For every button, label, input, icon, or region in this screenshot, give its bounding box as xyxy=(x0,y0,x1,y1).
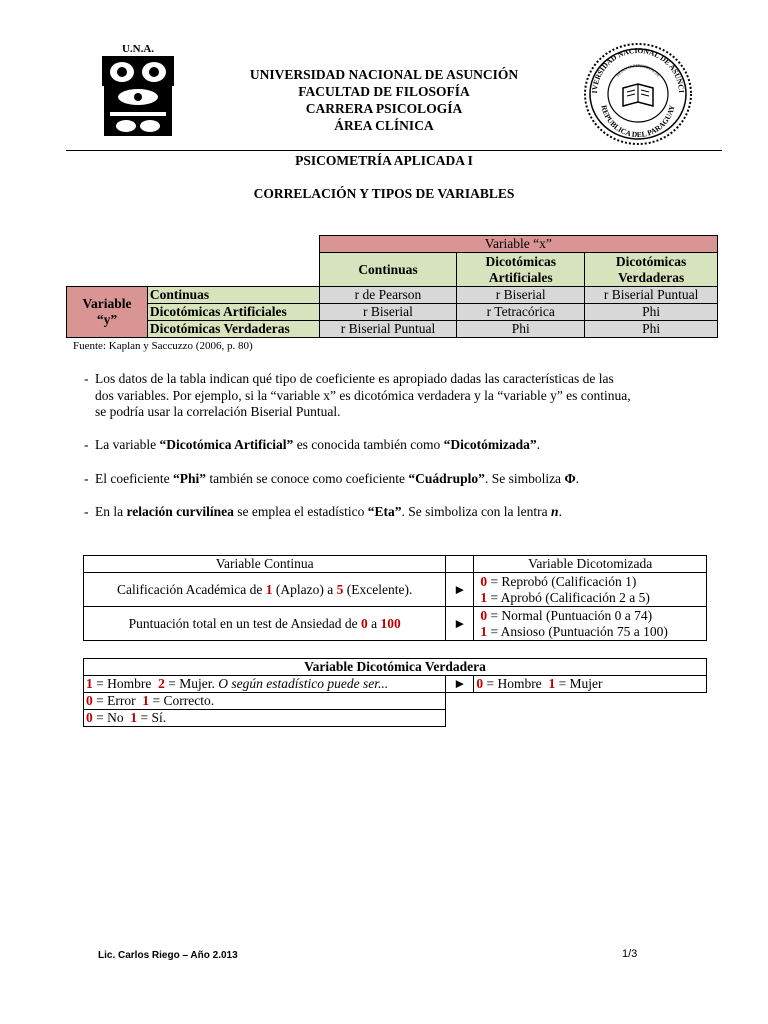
paragraph-1-line-2: dos variables. Por ejemplo, si la “variable x” es dicotómica verdadera y la “variable y” es continua, xyxy=(95,387,631,403)
text: = Reprobó (Calificación 1) xyxy=(487,573,637,589)
text: = No xyxy=(92,710,131,725)
text: = Normal (Puntuación 0 a 74) xyxy=(487,607,653,623)
value: 0 xyxy=(361,615,368,631)
dicotomica-verdadera-table xyxy=(83,658,707,727)
value: 1 xyxy=(86,676,93,691)
text: = Error xyxy=(92,693,143,708)
footer-author: Lic. Carlos Riego – Año 2.013 xyxy=(98,950,238,961)
svg-text:REPUBLICA DEL PARAGUAY xyxy=(599,104,676,139)
table-cell xyxy=(84,573,446,607)
table-cell: r de Pearson xyxy=(319,287,457,304)
variable-x-header: Variable “x” xyxy=(319,236,717,253)
page-number: 1/3 xyxy=(622,948,638,960)
term-dicotomica-artificial: “Dicotómica Artificial” xyxy=(159,437,294,452)
value: 2 xyxy=(158,676,165,691)
course-title: PSICOMETRÍA APLICADA I xyxy=(295,153,473,168)
seal-icon xyxy=(583,42,693,146)
value: 0 xyxy=(476,676,484,691)
table-cell xyxy=(84,710,446,727)
col-header-continuas: Continuas xyxy=(319,253,457,287)
text: = Correcto. xyxy=(149,693,215,708)
header-line-4: ÁREA CLÍNICA xyxy=(334,118,434,133)
text: = Hombre xyxy=(92,676,159,691)
text: . Se simboliza con la lentra xyxy=(401,504,552,519)
table-cell: Phi xyxy=(457,321,585,338)
text: = Aprobó (Calificación 2 a 5) xyxy=(487,589,650,605)
text: es conocida también como xyxy=(293,437,444,452)
seal-lettering-top: IVERSIDAD NACIONAL DE ASUNCI xyxy=(589,45,687,94)
value: 1 xyxy=(130,710,138,725)
phi-symbol: Φ xyxy=(564,471,576,486)
text: Calificación Académica de xyxy=(116,581,266,597)
text: se emplea el estadístico xyxy=(233,504,368,519)
table-cell xyxy=(84,607,446,641)
value: 0 xyxy=(480,573,488,589)
table-cell: r Tetracórica xyxy=(457,304,585,321)
row-header-dicotomicas-artificiales: Dicotómicas Artificiales xyxy=(147,304,319,321)
header-variable-dicotomizada: Variable Dicotomizada xyxy=(474,556,707,573)
table-cell xyxy=(84,693,446,710)
arrow-icon: ► xyxy=(446,676,474,693)
table-cell xyxy=(474,607,707,641)
value: 0 xyxy=(86,710,93,725)
value: 1 xyxy=(265,581,273,597)
logo-lettering: U.N.A. xyxy=(121,43,155,55)
term-eta: “Eta” xyxy=(367,504,402,519)
text: La variable xyxy=(95,437,160,452)
paragraph-1: - Los datos de la tabla indican qué tipo de coeficiente es apropiado dadas las características de las dos variables. Por ejemplo, si la “variable x” es dicotómica verdadera y la “variable y” es continua, se podría usar la correlación Biserial Puntual. xyxy=(84,371,714,421)
header-line-2: FACULTAD DE FILOSOFÍA xyxy=(298,84,470,99)
text: = Ansioso (Puntuación 75 a 100) xyxy=(487,623,668,639)
table-cell: Phi xyxy=(585,304,718,321)
table-cell: r Biserial xyxy=(319,304,457,321)
paragraph-3: - El coeficiente “Phi” también se conoce como coeficiente “Cuádruplo”. Se simboliza Φ. xyxy=(84,471,580,486)
university-seal xyxy=(583,42,693,146)
header-line-3: CARRERA PSICOLOGÍA xyxy=(305,101,463,116)
arrow-icon: ► xyxy=(446,607,474,641)
value: 0 xyxy=(480,607,488,623)
value: 1 xyxy=(480,623,488,639)
header-line-1: UNIVERSIDAD NACIONAL DE ASUNCIÓN xyxy=(249,67,519,82)
table-cell xyxy=(84,676,446,693)
arrow-icon: ► xyxy=(446,573,474,607)
header-rule xyxy=(66,150,722,151)
table-cell: r Biserial Puntual xyxy=(585,287,718,304)
value: 1 xyxy=(142,693,150,708)
col-header-dicotomicas-artificiales: Dicotómicas Artificiales xyxy=(457,253,585,287)
table-source: Fuente: Kaplan y Saccuzzo (2006, p. 80) xyxy=(73,340,253,352)
text: . xyxy=(536,437,540,452)
paragraph-1-line-1: Los datos de la tabla indican qué tipo de coeficiente es apropiado dadas las características de las xyxy=(95,371,614,386)
text: = Hombre xyxy=(483,676,549,691)
seal-lettering-bottom: REPUBLICA DEL PARAGUAY xyxy=(599,104,677,140)
table-cell xyxy=(474,573,707,607)
paragraph-2: - La variable “Dicotómica Artificial” es conocida también como “Dicotómizada”. xyxy=(84,437,540,452)
variable-y-line-1: Variable xyxy=(82,296,132,311)
text: también se conoce como coeficiente xyxy=(205,471,409,486)
table-cell: r Biserial xyxy=(457,287,585,304)
text: . Se simboliza xyxy=(484,471,565,486)
continua-dicotomizada-table xyxy=(83,555,707,641)
document-title: CORRELACIÓN Y TIPOS DE VARIABLES xyxy=(253,186,515,201)
text: . xyxy=(558,504,562,519)
row-header-dicotomicas-verdaderas: Dicotómicas Verdaderas xyxy=(147,321,319,338)
text: = Mujer xyxy=(555,676,603,691)
value: 5 xyxy=(336,581,344,597)
text: = Sí. xyxy=(137,710,167,725)
col-header-dicotomicas-verdaderas: Dicotómicas Verdaderas xyxy=(585,253,718,287)
text: En la xyxy=(95,504,127,519)
value: 0 xyxy=(86,693,93,708)
table-cell: Phi xyxy=(585,321,718,338)
eta-symbol: n xyxy=(551,504,559,519)
term-relacion-curvilinea: relación curvilínea xyxy=(126,504,234,519)
header-variable-dicotomica-verdadera: Variable Dicotómica Verdadera xyxy=(84,659,707,676)
value: 1 xyxy=(548,676,556,691)
text: (Excelente). xyxy=(343,581,413,597)
table-cell xyxy=(474,676,707,693)
text: El coeficiente xyxy=(95,471,173,486)
row-header-continuas: Continuas xyxy=(147,287,319,304)
header-variable-continua: Variable Continua xyxy=(84,556,446,573)
seal-lettering-inner: SIGAN INDEPENDENCIA xyxy=(615,62,661,78)
text: O según estadístico puede ser... xyxy=(218,676,389,691)
table-cell: r Biserial Puntual xyxy=(319,321,457,338)
term-phi: “Phi” xyxy=(172,471,206,486)
term-cuadruplo: “Cuádruplo” xyxy=(408,471,485,486)
paragraph-4: - En la relación curvilínea se emplea el estadístico “Eta”. Se simboliza con la lentra n. xyxy=(84,504,562,519)
value: 100 xyxy=(380,615,401,631)
paragraph-1-line-3: se podría usar la correlación Biserial Puntual. xyxy=(95,404,341,419)
text: . xyxy=(575,471,580,486)
term-dicotomizada: “Dicotómizada” xyxy=(443,437,537,452)
value: 1 xyxy=(480,589,488,605)
text: = Mujer. xyxy=(164,676,219,691)
correlation-table xyxy=(66,235,718,338)
text: Puntuación total en un test de Ansiedad de xyxy=(128,615,362,631)
text: a xyxy=(367,615,381,631)
text: (Aplazo) a xyxy=(272,581,337,597)
variable-y-header xyxy=(67,287,148,338)
variable-y-line-2: “y” xyxy=(96,312,118,327)
